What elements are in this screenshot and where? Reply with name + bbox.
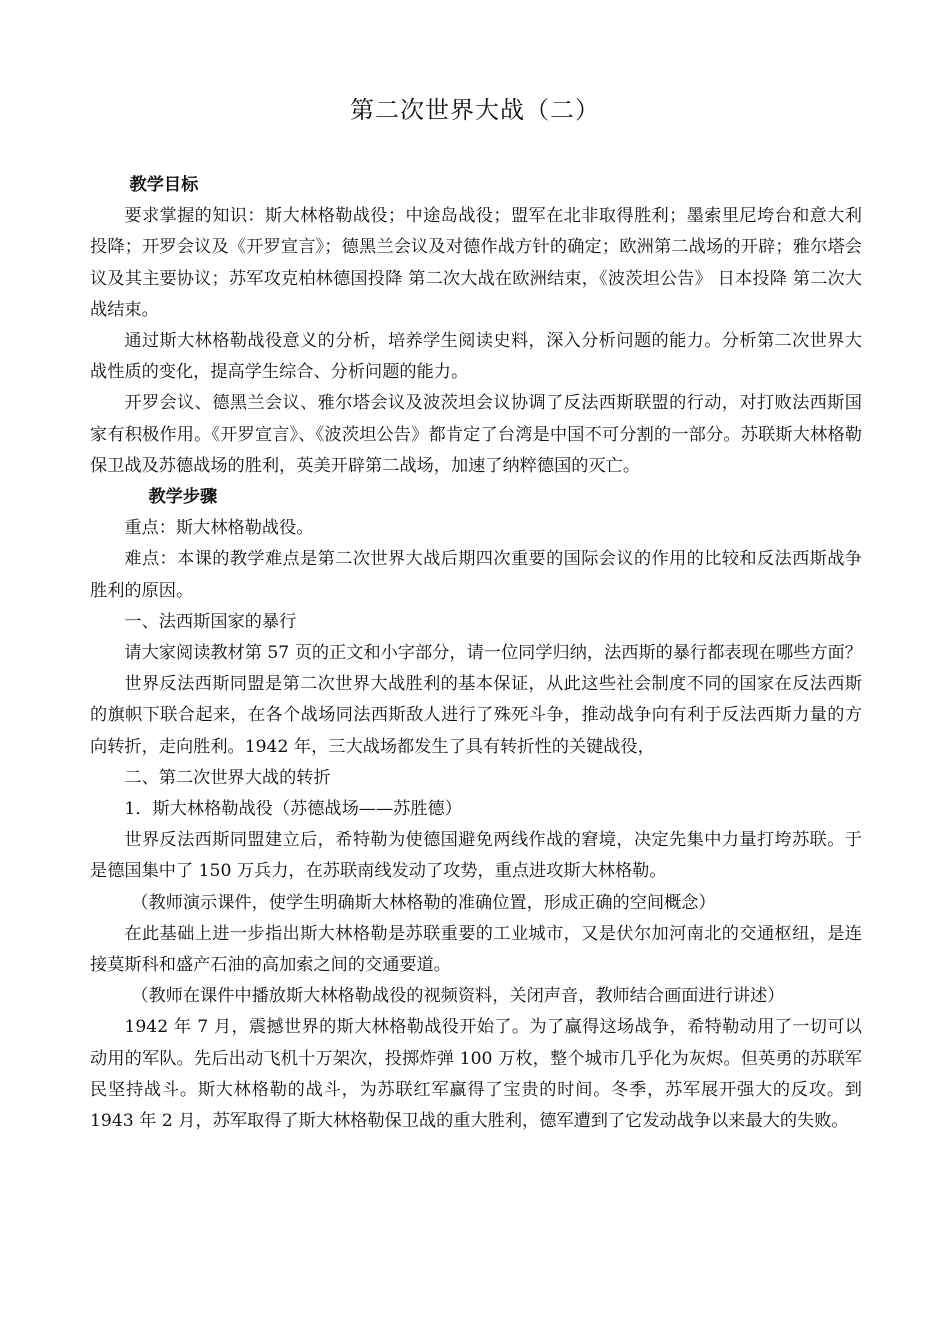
paragraph: 通过斯大林格勒战役意义的分析，培养学生阅读史料，深入分析问题的能力。分析第二次世界大战性质的变化，提高学生综合、分析问题的能力。 [90, 331, 862, 383]
subsection-heading: 1．斯大林格勒战役（苏德战场——苏胜德） [124, 799, 462, 820]
paragraph: 在此基础上进一步指出斯大林格勒是苏联重要的工业城市，又是伏尔加河南北的交通枢纽，是连接莫斯科和盛产石油的高加索之间的交通要道。 [90, 923, 862, 976]
paragraph: 1942 年 7 月，震撼世界的斯大林格勒战役开始了。为了赢得这场战争，希特勒动用了一切可以动用的军队。先后出动飞机十万架次，投掷炸弹 100 万枚，整个城市几乎化为灰烬。但英勇的苏联军民坚持战斗。斯大林格勒的战斗，为苏联红军赢得了宝贵的时间。冬季，苏军展开强大的反攻。到 1943 年 2 月，苏军取得了斯大林格勒保卫战的重大胜利，德军遭到了它发动战争以来最大的失败。 [90, 1017, 862, 1132]
teacher-note: （教师演示课件，使学生明确斯大林格勒的准确位置，形成正确的空间概念） [131, 892, 716, 913]
section-heading-objectives: 教学目标 [129, 175, 199, 195]
section-heading-steps: 教学步骤 [148, 487, 218, 508]
document-body [90, 170, 862, 1137]
paragraph-key-point: 重点：斯大林格勒战役。 [124, 518, 314, 539]
paragraph: 世界反法西斯同盟是第二次世界大战胜利的基本保证，从此这些社会制度不同的国家在反法西斯的旗帜下联合起来，在各个战场同法西斯敌人进行了殊死斗争，推动战争向有利于反法西斯力量的方向转折，走向胜利。1942 年，三大战场都发生了具有转折性的关键战役， [90, 674, 862, 757]
paragraph-difficulty: 难点：本课的教学难点是第二次世界大战后期四次重要的国际会议的作用的比较和反法西斯战争胜利的原因。 [90, 549, 862, 601]
teacher-note: （教师在课件中播放斯大林格勒战役的视频资料，关闭声音，教师结合画面进行讲述） [131, 986, 785, 1007]
paragraph: 要求掌握的知识：斯大林格勒战役；中途岛战役；盟军在北非取得胜利；墨索里尼垮台和意大利投降；开罗会议及《开罗宣言》；德黑兰会议及对德作战方针的确定；欧洲第二战场的开辟；雅尔塔会议及其主要协议；苏军攻克柏林德国投降 第二次大战在欧洲结束，《波茨坦公告》 日本投降 第二次大战结束。 [90, 206, 862, 320]
paragraph: 请大家阅读教材第 57 页的正文和小字部分，请一位同学归纳，法西斯的暴行都表现在哪些方面？ [124, 643, 862, 664]
page-title: 第二次世界大战（二） [350, 96, 600, 124]
paragraph: 开罗会议、德黑兰会议、雅尔塔会议及波茨坦会议协调了反法西斯联盟的行动，对打败法西斯国家有积极作用。《开罗宣言》、《波茨坦公告》都肯定了台湾是中国不可分割的一部分。苏联斯大林格勒保卫战及苏德战场的胜利，英美开辟第二战场，加速了纳粹德国的灭亡。 [90, 393, 862, 476]
subsection-heading: 一、法西斯国家的暴行 [124, 611, 297, 632]
subsection-heading: 二、第二次世界大战的转折 [124, 767, 331, 788]
paragraph: 世界反法西斯同盟建立后，希特勒为使德国避免两线作战的窘境，决定先集中力量打垮苏联。于是德国集中了 150 万兵力，在苏联南线发动了攻势，重点进攻斯大林格勒。 [90, 830, 862, 882]
